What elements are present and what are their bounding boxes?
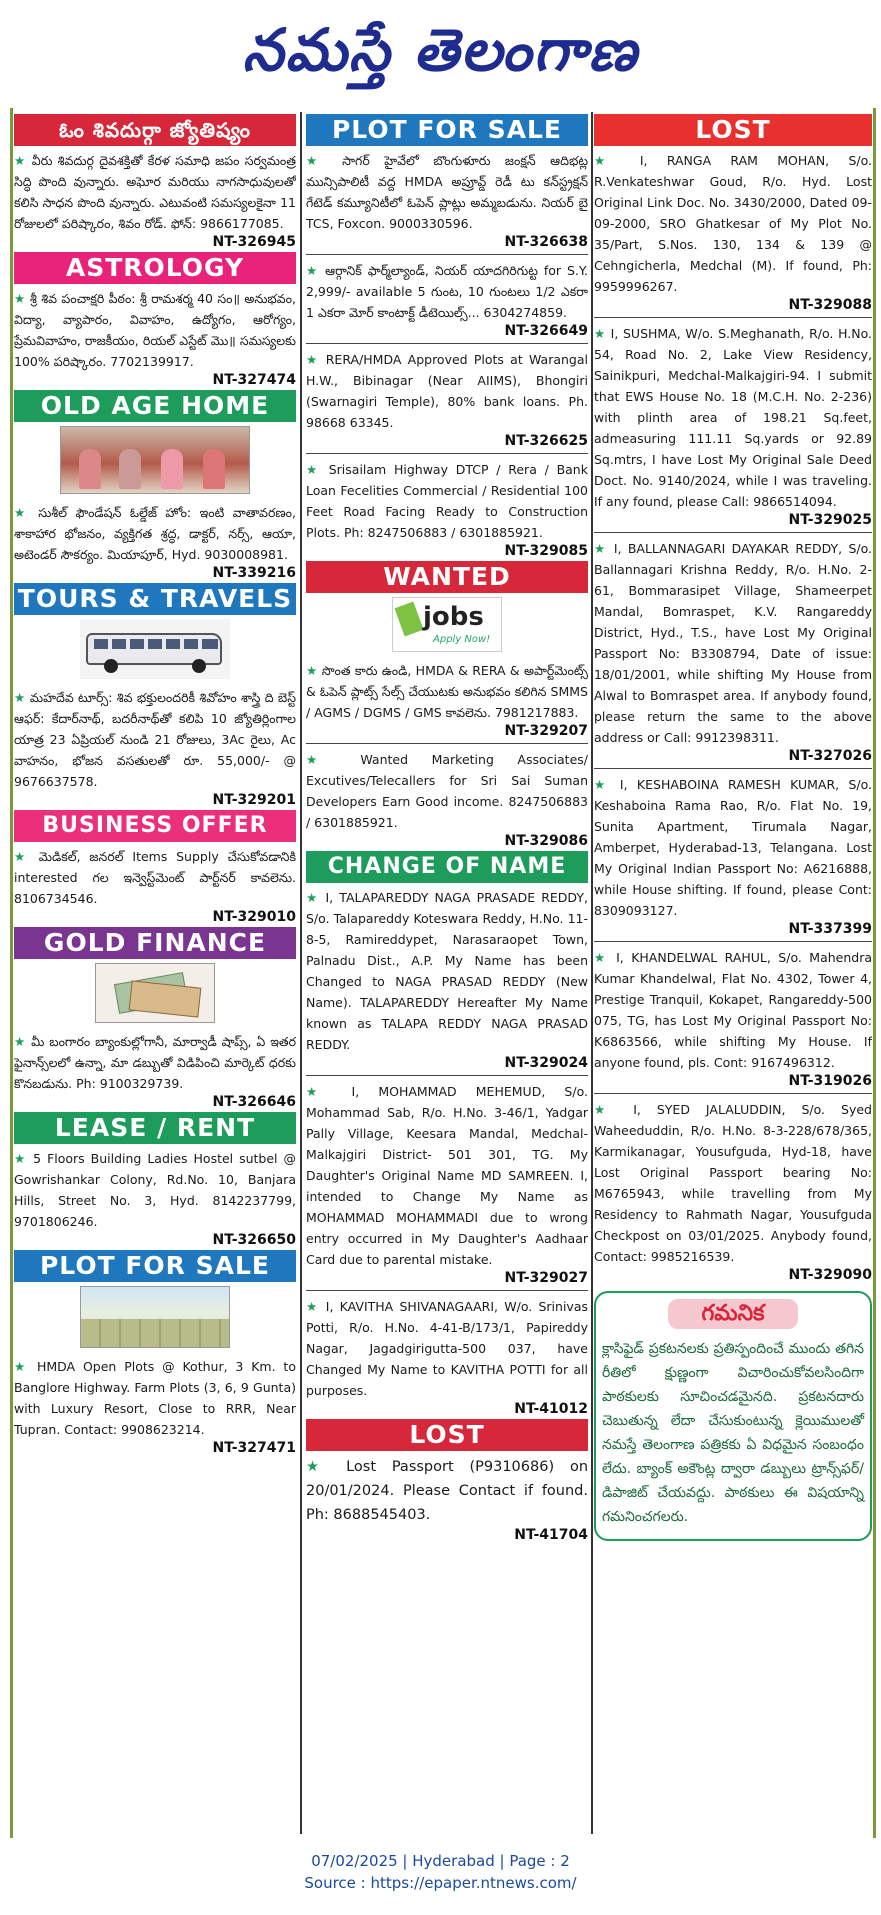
section-heading-wanted: WANTED: [306, 561, 588, 593]
classified-ad: ★ Wanted Marketing Associates/ Excutives/Telecallers for Sri Sai Suman Developers Earn Good income. 8247506883 / 6301885921.: [306, 752, 588, 830]
section-heading-jyotishyam: ఓం శివదుర్గా జ్యోతిష్యం: [14, 114, 296, 146]
ad-code: NT-329025: [788, 512, 872, 528]
classified-ad: ★ I, MOHAMMAD MEHEMUD, S/o. Mohammad Sab, R/o. H.No. 3-46/1, Yadgar Pally Village, Keesara Mandal, Medchal-Malkajgiri District- 501 301, TG. My Daughter's Original Name MD SAMREEN. I, intended to Change My Name as MOHAMMAD MOHAMMADI due to wrong entry occurred in My Daughter's Aadhaar Card due to parental mistake.: [306, 1084, 588, 1267]
ad-separator: [306, 343, 588, 344]
star-icon: ★: [14, 1151, 28, 1166]
ad-code: NT-329201: [212, 792, 296, 808]
ad-code: NT-326650: [212, 1232, 296, 1248]
star-icon: ★: [306, 663, 318, 678]
star-icon: ★: [594, 777, 611, 792]
star-icon: ★: [306, 1459, 331, 1475]
ad-code: NT-337399: [788, 921, 872, 937]
classified-ad: ★ HMDA Open Plots @ Kothur, 3 Km. to Banglore Highway. Farm Plots (3, 6, 9 Gunta) with Luxury Resort, Close to RRR, Near Tupran. Contact: 9908623214.: [14, 1359, 296, 1437]
ad-code: NT-326638: [504, 234, 588, 250]
column-3: [594, 112, 872, 1836]
classified-ad: ★ I, SUSHMA, W/o. S.Meghanath, R/o. H.No. 54, Road No. 2, Lake View Residency, Sainikpuri, Medchal-Malkajgiri-94. I submit that EWS House No. 18 (M.C.H. No. 2-236) with plinth area of 198.21 Sq.feet, admeasuring 111.11 Sq.yards or 92.89 Sq.mtrs, I have Lost My Original Sale Deed Doct. No. 9140/2024, while I was traveling. If any found, please Call: 9866514094.: [594, 326, 872, 509]
ad-separator: [306, 743, 588, 744]
ad-code: NT-329024: [504, 1055, 588, 1071]
footer-date-line: 07/02/2025 | Hyderabad | Page : 2: [311, 1852, 570, 1870]
ad-separator: [594, 532, 872, 533]
classified-ad: ★ Srisailam Highway DTCP / Rera / Bank Loan Fecelities Commercial / Residential 100 Feet Road Facing Ready to Construction Plots. Ph: 8247506883 / 6301885921.: [306, 462, 588, 540]
jobs-logo-tagline: Apply Now!: [433, 634, 491, 645]
section-heading-gold-finance: GOLD FINANCE: [14, 927, 296, 959]
star-icon: ★: [594, 153, 621, 168]
classified-ad: ★ I, TALAPAREDDY NAGA PRASADE REDDY, S/o. Talapareddy Koteswara Reddy, H.No. 11-8-5, Ramireddypet, Narasaraopet Town, Palnadu Dist., A.P. My Name has been Changed to NAGA PRASAD REDDY (New Name). TALAPAREDDY Hereafter My Name known as TALAPA REDDY NAGA PRASAD REDDY.: [306, 890, 588, 1052]
classified-ad: ★ RERA/HMDA Approved Plots at Warangal H.W., Bibinagar (Near AIIMS), Bhongiri (Swarnagiri Temple), 80% bank loans. Ph. 98668 63345.: [306, 352, 588, 430]
ad-code: NT-329010: [212, 909, 296, 925]
ad-code: NT-326649: [504, 323, 588, 339]
classified-ad: ★ సాగర్ హైవేలో బొంగుళూరు జంక్షన్ ఆదిభట్ల మున్సిపాలిటీ వద్ద HMDA అప్రూవ్డ్ రెడీ టు కన్‌స్ట్రక్షన్ గేటెడ్ కమ్యూనిటీలో ఓపెన్ ప్లాట్లు అమ్మబడును. నియర్ బై TCS, Foxcon. 9000330596.: [306, 153, 588, 231]
ad-separator: [306, 1075, 588, 1076]
ad-code: NT-327471: [212, 1440, 296, 1456]
notice-heading: గమనిక: [668, 1299, 798, 1329]
classified-ad: ★ I, KESHABOINA RAMESH KUMAR, S/o. Keshaboina Rama Rao, R/o. Flat No. 19, Sunita Apartment, Tirumala Nagar, Amberpet, Hyderabad-13, Telangana. Lost My Original Indian Passport No: A6216888, while House shifting. If found, please Cont: 8309093127.: [594, 777, 872, 918]
star-icon: ★: [14, 153, 27, 168]
section-heading-lost: LOST: [594, 114, 872, 146]
star-icon: ★: [14, 1359, 30, 1374]
plot-photo: [80, 1286, 230, 1348]
classified-ad: ★ I, KHANDELWAL RAHUL, S/o. Mahendra Kumar Khandelwal, Flat No. 4302, Tower 4, Prestige Tranquil, Kokapet, Rangareddy-500 075, TG, has Lost My Original Passport No: K6863566, while shifting My House. If anyone found, pls. Cont: 9167496312.: [594, 950, 872, 1070]
ad-code: NT-329085: [504, 543, 588, 559]
reader-notice-box: [594, 1291, 872, 1541]
star-icon: ★: [306, 1084, 333, 1099]
ad-code: NT-319026: [788, 1073, 872, 1089]
classified-ad: ★ ఆర్గానిక్ ఫార్మ్‌ల్యాండ్, నియర్ యాదగిరిగుట్ట for S.Y. 2,999/- available 5 గుంట, 10 గుంటలు 1/2 ఎకరా 1 ఎకరా మోర్ కాంటాక్ట్ డీటెయిల్స్... 6304274859.: [306, 263, 588, 320]
classified-ad: ★ సొంత కారు ఉండి, HMDA & RERA & అపార్ట్‌మెంట్స్ & ఓపెన్ ప్లాట్స్ సేల్స్ చేయుటకు అనుభవం కలిగిన SMMS / AGMS / DGMS / GMS కావలెను. 7981217883.: [306, 663, 588, 720]
ad-code: NT-327474: [212, 372, 296, 388]
classified-ad: ★ I, KAVITHA SHIVANAGAARI, W/o. Srinivas Potti, R/o. H.No. 4-41-B/173/1, Papireddy Nagar, Jagadgirigutta-500 037, have Changed My Name to KAVITHA POTTI for all purposes.: [306, 1299, 588, 1398]
ad-code: NT-326646: [212, 1094, 296, 1110]
section-heading-plot-for-sale: PLOT FOR SALE: [306, 114, 588, 146]
notice-text: క్లాసిఫైడ్ ప్రకటనలకు ప్రతిస్పందించే ముందు తగిన రీతిలో క్షుణ్ణంగా విచారించుకోవలసిందిగా పాఠకులకు సూచించడమైనది. ప్రకటనదారు చెబుతున్న లేదా చేసుకుంటున్న క్లెయిములతో నమస్తే తెలంగాణ పత్రికకు ఏ విధమైన సంబంధం లేదు. బ్యాంక్ అకౌంట్ల ద్వారా డబ్బులు ట్రాన్స్‌ఫర్/డిపాజిట్ చేయవద్దు. పాఠకులు ఈ విషయాన్ని గమనించగలరు.: [602, 1341, 864, 1525]
ad-code: NT-329090: [788, 1267, 872, 1283]
ad-separator: [594, 768, 872, 769]
ad-separator: [306, 453, 588, 454]
classified-ad: ★ Lost Passport (P9310686) on 20/01/2024. Please Contact if found. Ph: 8688545403.: [306, 1459, 588, 1523]
section-heading-lost: LOST: [306, 1419, 588, 1451]
ad-code: NT-329027: [504, 1270, 588, 1286]
column-2: [306, 112, 588, 1836]
classified-ad: ★ శ్రీ శివ పంచాక్షరి పీఠం: శ్రీ రామశర్మ 40 సం॥ అనుభవం, విద్యా, వ్యాపారం, వివాహం, ఉద్యోగం, ఆరోగ్యం, ప్రేమవివాహం, రాజకీయం, రియల్ ఎస్టేట్ మొ॥ సమస్యలకు 100% పరిష్కారం. 7702139917.: [14, 291, 296, 369]
ad-code: NT-327026: [788, 748, 872, 764]
section-heading-lease-rent: LEASE / RENT: [14, 1112, 296, 1144]
star-icon: ★: [306, 752, 337, 767]
classified-ad: ★ వీరు శివదుర్గ దైవశక్తితో కేరళ సమాధి జపం సర్వమంత్ర సిద్ధి పొంది వున్నారు. అఘోర మరియు నాగసాధువులతో కలిసి సాధన పొంది వున్నారు. ఎటువంటి సమస్యలకైనా 11 రోజులలో పరిష్కారం, శివం రోడ్. ఫోన్: 9866177085.: [14, 153, 296, 231]
ad-separator: [306, 254, 588, 255]
ad-separator: [594, 941, 872, 942]
star-icon: ★: [306, 1299, 320, 1314]
classified-ad: ★ సుశీల్ ఫౌండేషన్ ఓల్డేజ్ హోం: ఇంటి వాతావరణం, శాకాహార భోజనం, వ్యక్తిగత శ్రద్ధ, డాక్టర్, నర్స్, ఆయా, అటెండర్ సౌకర్యం. మియాపూర్, Hyd. 9030008981.: [14, 505, 296, 562]
star-icon: ★: [306, 153, 328, 168]
classified-ad: ★ మెడికల్, జనరల్ Items Supply చేసుకోవడానికి interested గల ఇన్వెస్ట్‌మెంట్ పార్ట్‌నర్ కావలెను. 8106734546.: [14, 849, 296, 906]
jobs-logo: [392, 597, 502, 652]
classified-ad: ★ మహదేవ టూర్స్: శివ భక్తులందరికీ శివోహం శాస్త్రి ది బెస్ట్ ఆఫర్: కేదార్‌నాథ్, బదరీనాథ్‌తో కలిపి 10 జ్యోతిర్లింగాల యాత్ర 23 ఏప్రియల్ నుండి 21 రోజులు, 3Ac రైలు, Ac వాహనం, భోజన వసతులతో రూ. 55,000/- @ 9676637578.: [14, 690, 296, 789]
ad-code: NT-326625: [504, 433, 588, 449]
classified-ad: ★ మీ బంగారం బ్యాంకుల్లోగానీ, మార్వాడీ షాప్స్, ఏ ఇతర ఫైనాన్స్‌లలో ఉన్నా, మా డబ్బుతో విడిపించి మార్కెట్ ధరకు కొనబడును. Ph: 9100329739.: [14, 1034, 296, 1091]
section-heading-plot-for-sale: PLOT FOR SALE: [14, 1250, 296, 1282]
newspaper-title: నమస్తే తెలంగాణ: [242, 16, 639, 84]
ad-code: NT-326945: [212, 234, 296, 250]
jobs-logo-text: jobs: [423, 602, 484, 632]
star-icon: ★: [594, 950, 609, 965]
star-icon: ★: [306, 462, 321, 477]
star-icon: ★: [306, 263, 320, 278]
star-icon: ★: [14, 505, 30, 520]
classified-ad: ★ 5 Floors Building Ladies Hostel sutbel @ Gowrishankar Colony, Rd.No. 10, Banjara Hills, Street No. 3, Hyd. 8142237799, 9701806246.: [14, 1151, 296, 1229]
star-icon: ★: [14, 291, 26, 306]
section-heading-change-of-name: CHANGE OF NAME: [306, 851, 588, 883]
ad-separator: [594, 1093, 872, 1094]
ad-code: NT-41704: [514, 1527, 588, 1543]
star-icon: ★: [14, 1034, 27, 1049]
masthead: [0, 0, 881, 100]
section-heading-business-offer: BUSINESS OFFER: [14, 810, 296, 842]
star-icon: ★: [14, 849, 31, 864]
star-icon: ★: [14, 690, 26, 705]
ad-code: NT-339216: [212, 565, 296, 581]
ad-separator: [306, 1290, 588, 1291]
classified-ad: ★ I, BALLANNAGARI DAYAKAR REDDY, S/o. Ballannagari Krishna Reddy, R/o. H.No. 2-61, Bommarasipet Village, Shameerpet Mandal, Bomraspet, K.V. Rangareddy District, Hyd., T.S., have Lost My Original Passport No: B3308794, Date of issue: 18/01/2001, while shifting My House from Alwal to Bomraspet area. If anybody found, please return the same to the above address or Call: 9912398311.: [594, 541, 872, 745]
ad-code: NT-329088: [788, 297, 872, 313]
star-icon: ★: [594, 1102, 618, 1117]
star-icon: ★: [306, 352, 320, 367]
section-heading-astrology: ASTROLOGY: [14, 252, 296, 284]
star-icon: ★: [594, 326, 606, 341]
page-footer: [0, 1850, 881, 1894]
column-divider: [300, 112, 302, 1834]
section-heading-tours-travels: TOURS & TRAVELS: [14, 583, 296, 615]
old-age-home-photo: [60, 426, 250, 494]
star-icon: ★: [306, 890, 320, 905]
section-heading-old-age-home: OLD AGE HOME: [14, 390, 296, 422]
classified-ad: ★ I, RANGA RAM MOHAN, S/o. R.Venkateshwar Goud, R/o. Hyd. Lost Original Link Doc. No. 3430/2000, Dated 09-09-2000, SRO Ghatkesar of My Plot No. 35/Part, S.Nos. 130, 134 & 139 @ Cehngicherla, Medchal (M). If found, Ph: 9959996267.: [594, 153, 872, 294]
ad-code: NT-329086: [504, 833, 588, 849]
money-photo: [95, 963, 215, 1023]
column-divider: [591, 112, 593, 1834]
ad-code: NT-329207: [504, 723, 588, 739]
bus-photo: [80, 619, 230, 679]
column-1: [14, 112, 296, 1836]
footer-source-link[interactable]: Source : https://epaper.ntnews.com/: [304, 1874, 577, 1892]
star-icon: ★: [594, 541, 608, 556]
classified-ad: ★ I, SYED JALALUDDIN, S/o. Syed Waheeduddin, R/o. H.No. 8-3-228/678/365, Karmikanagar, Yousufguda, Hyd-18, have Lost Original Passport bearing No: M6765943, while travelling from My Residency to Rahmath Nagar, Yousufguda Checkpost on 03/01/2025. Anybody found, Contact: 9985216539.: [594, 1102, 872, 1264]
ad-code: NT-41012: [514, 1401, 588, 1417]
ad-separator: [594, 317, 872, 318]
